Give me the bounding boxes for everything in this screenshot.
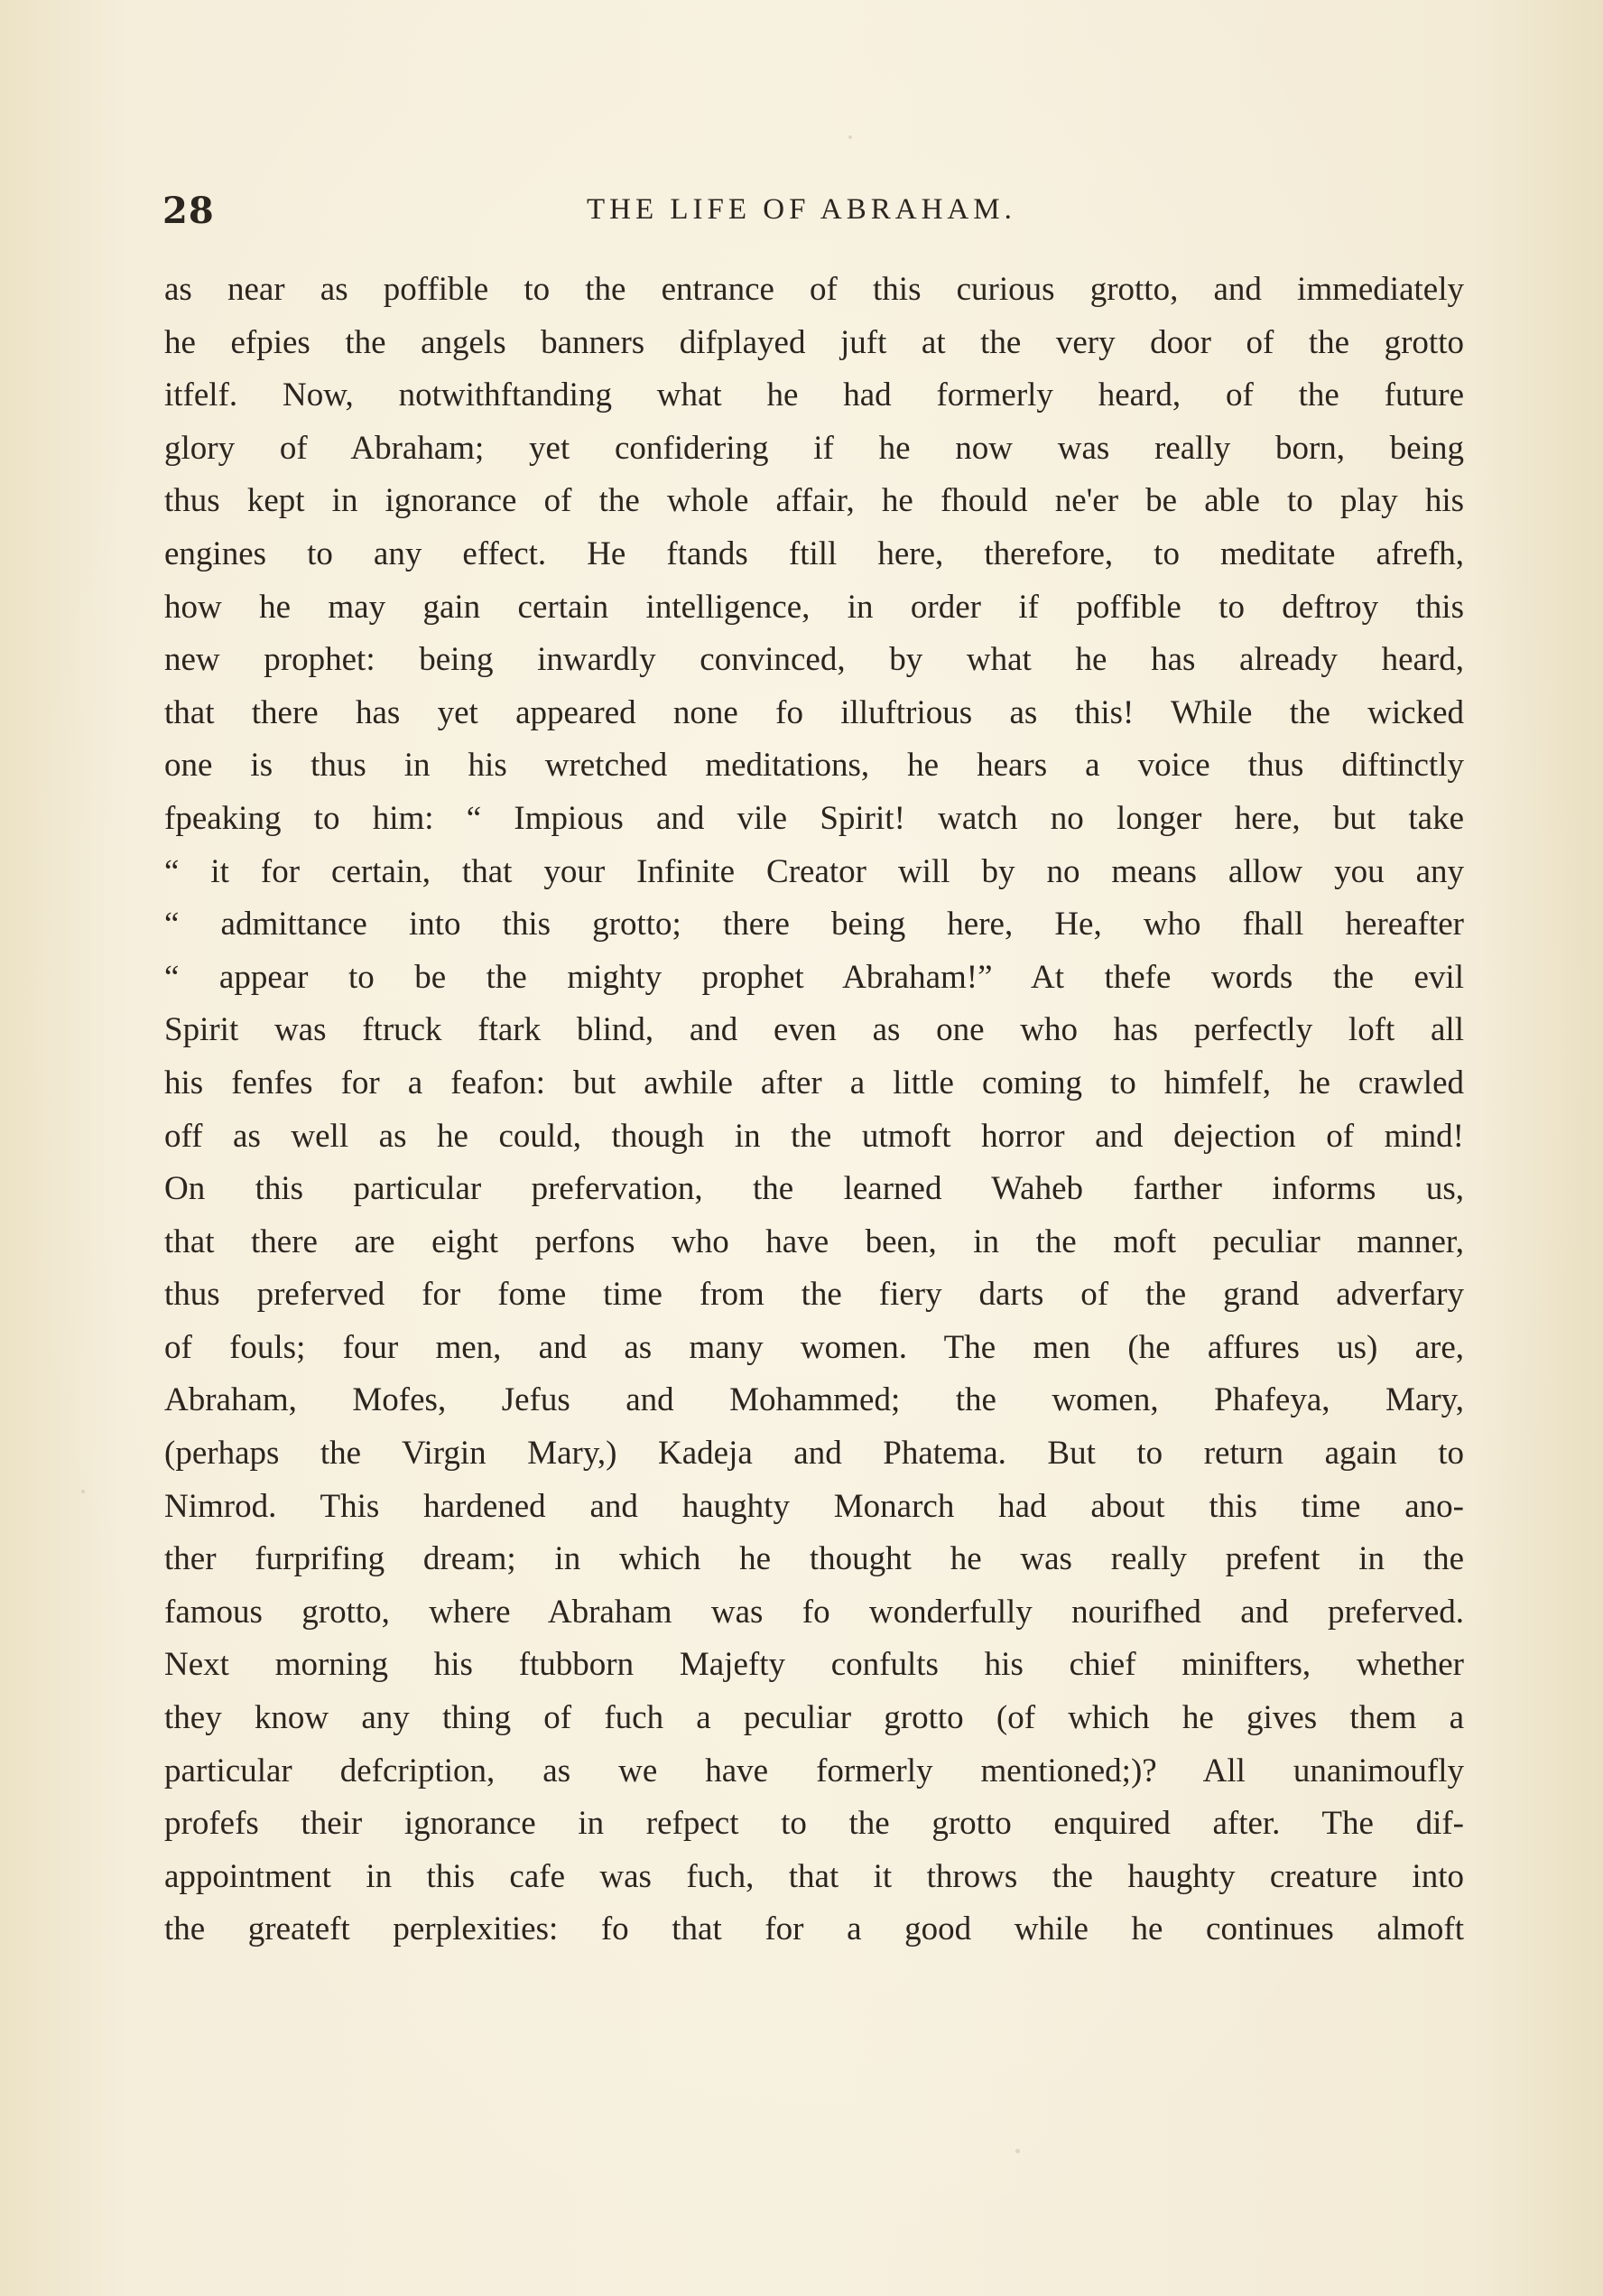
text-line: that there has yet appeared none fo illuftrious as this! While the wicked (164, 693, 1464, 731)
page-header (162, 181, 1462, 235)
text-line: he efpies the angels banners difplayed juft at the very door of the grotto (164, 323, 1464, 361)
paper-speck (81, 1490, 85, 1493)
running-head: THE LIFE OF ABRAHAM. (587, 193, 1016, 226)
text-line: engines to any effect. He ftands ftill here, therefore, to meditate afrefh, (164, 534, 1464, 572)
text-line: new prophet: being inwardly convinced, by what he has already heard, (164, 641, 1464, 679)
text-line: thus kept in ignorance of the whole affair, he fhould ne'er be able to play his (164, 482, 1464, 520)
text-line: fpeaking to him: “ Impious and vile Spirit! watch no longer here, but take (164, 799, 1464, 837)
text-line: Spirit was ftruck ftark blind, and even as one who has perfectly loft all (164, 1011, 1464, 1049)
text-line: famous grotto, where Abraham was fo wonderfully nourifhed and preferved. (164, 1593, 1464, 1631)
text-line: On this particular prefervation, the learned Waheb farther informs us, (164, 1170, 1464, 1208)
text-line: of fouls; four men, and as many women. The men (he affures us) are, (164, 1328, 1464, 1366)
paper-speck (1015, 2149, 1020, 2153)
text-line: profefs their ignorance in refpect to the grotto enquired after. The dif- (164, 1805, 1464, 1843)
text-line: his fenfes for a feafon: but awhile after a little coming to himfelf, he crawled (164, 1064, 1464, 1102)
text-line: thus preferved for fome time from the fiery darts of the grand adverfary (164, 1276, 1464, 1314)
text-line: ther furprifing dream; in which he thought he was really prefent in the (164, 1540, 1464, 1578)
text-line: off as well as he could, though in the utmoft horror and dejection of mind! (164, 1117, 1464, 1155)
text-line: as near as poffible to the entrance of this curious grotto, and immediately (164, 271, 1464, 308)
text-line: the greateft perplexities: fo that for a good while he continues almoft (164, 1910, 1464, 1948)
text-line: glory of Abraham; yet confidering if he now was really born, being (164, 429, 1464, 467)
text-line: (perhaps the Virgin Mary,) Kadeja and Phatema. But to return again to (164, 1435, 1464, 1473)
body-text (164, 264, 1464, 1957)
text-line: particular defcription, as we have formerly mentioned;)? All unanimoufly (164, 1752, 1464, 1789)
text-line: Next morning his ftubborn Majefty confults his chief minifters, whether (164, 1646, 1464, 1684)
text-line: appointment in this cafe was fuch, that it throws the haughty creature into (164, 1857, 1464, 1895)
page-number: 28 (162, 190, 215, 232)
paper-speck (848, 135, 852, 139)
text-line: that there are eight perfons who have been, in the moft peculiar manner, (164, 1222, 1464, 1260)
text-line: Nimrod. This hardened and haughty Monarch had about this time ano- (164, 1487, 1464, 1525)
text-line: one is thus in his wretched meditations, he hears a voice thus diftinctly (164, 747, 1464, 785)
text-line: they know any thing of fuch a peculiar grotto (of which he gives them a (164, 1699, 1464, 1737)
text-line: “ it for certain, that your Infinite Creator will by no means allow you any (164, 852, 1464, 890)
text-line: “ appear to be the mighty prophet Abraham!” At thefe words the evil (164, 958, 1464, 996)
text-line: Abraham, Mofes, Jefus and Mohammed; the women, Phafeya, Mary, (164, 1381, 1464, 1419)
text-line: how he may gain certain intelligence, in order if poffible to deftroy this (164, 588, 1464, 626)
text-line: “ admittance into this grotto; there being here, He, who fhall hereafter (164, 906, 1464, 943)
text-line: itfelf. Now, notwithftanding what he had formerly heard, of the future (164, 376, 1464, 414)
